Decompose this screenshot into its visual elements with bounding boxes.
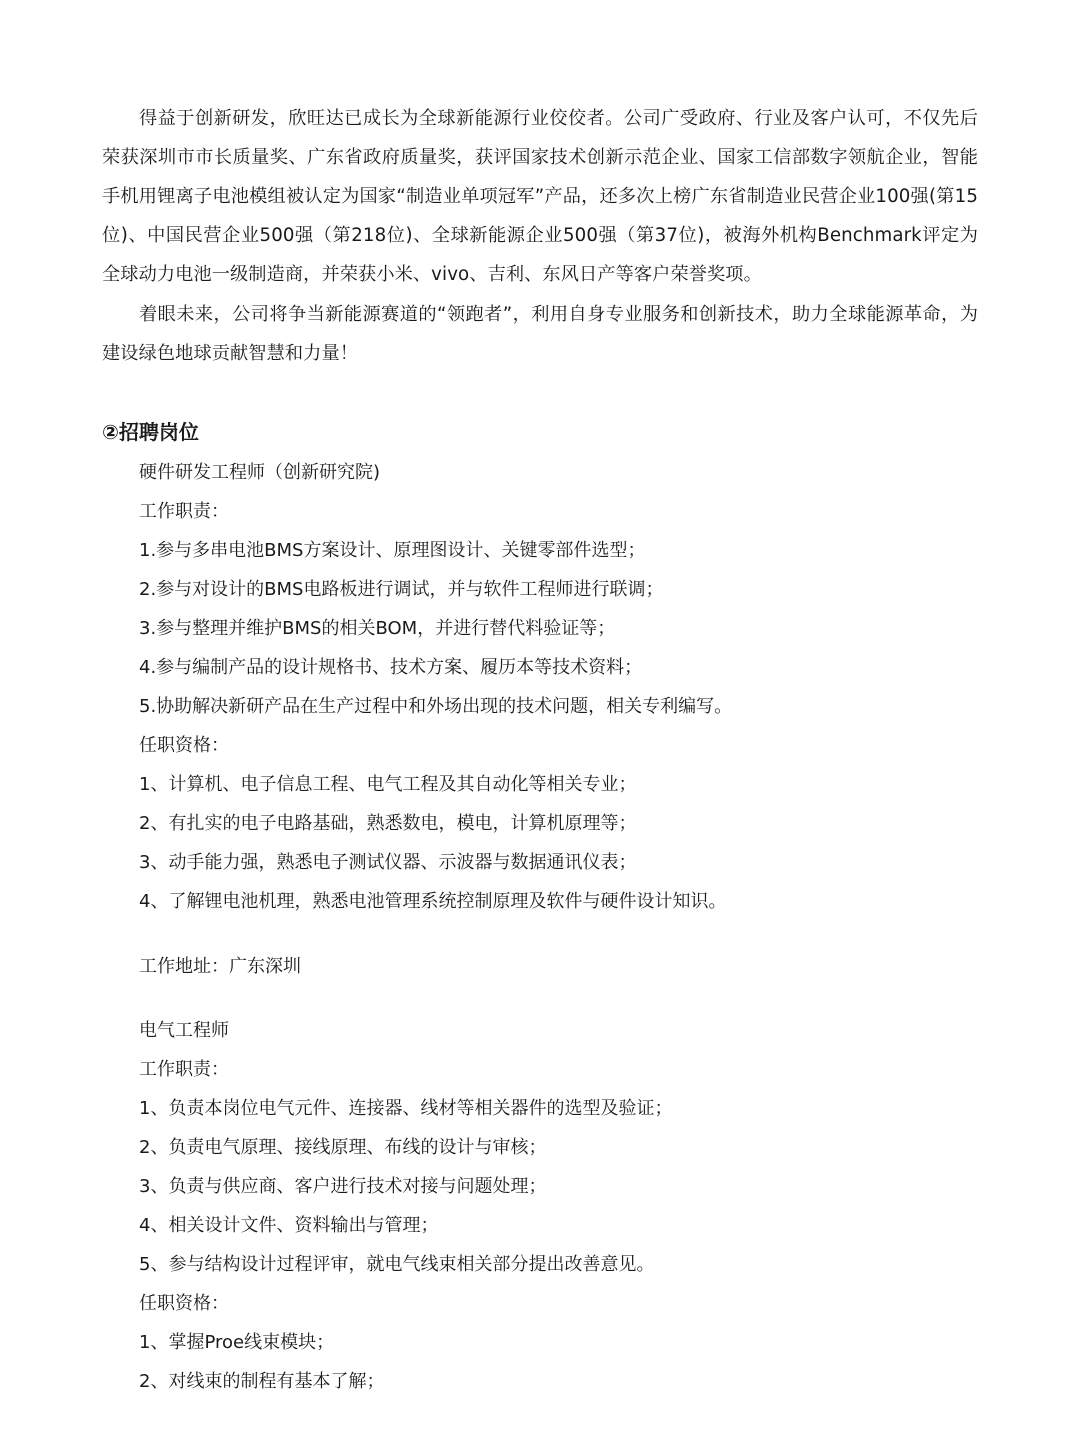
job2-qualifications-label: 任职资格： (139, 1293, 229, 1314)
job1-duties-label: 工作职责： (139, 501, 229, 522)
job1-duty-item: 5.协助解决新研产品在生产过程中和外场出现的技术问题，相关专利编写。 (139, 696, 733, 717)
job1-qualification-item: 1、计算机、电子信息工程、电气工程及其自动化等相关专业； (139, 774, 637, 795)
job-title-electrical-engineer: 电气工程师 (139, 1020, 229, 1041)
job1-duty-item: 3.参与整理并维护BMS的相关BOM，并进行替代料验证等； (139, 618, 616, 639)
intro-paragraph-1: 得益于创新研发，欣旺达已成长为全球新能源行业佼佼者。公司广受政府、行业及客户认可，不仅先后荣获深圳市市长质量奖、广东省政府质量奖，获评国家技术创新示范企业、国家工信部数字领航企业，智能手机用锂离子电池模组被认定为国家“制造业单项冠军”产品，还多次上榜广东省制造业民营企业100强(第15位)、中国民营企业500强（第218位)、全球新能源企业500强（第37位)，被海外机构Benchmark评定为全球动力电池一级制造商，并荣获小米、vivo、吉利、东风日产等客户荣誉奖项。 (102, 108, 978, 285)
job-title-hardware-engineer: 硬件研发工程师（创新研究院) (139, 462, 381, 483)
intro-paragraph-2: 着眼未来，公司将争当新能源赛道的“领跑者”，利用自身专业服务和创新技术，助力全球能源革命，为建设绿色地球贡献智慧和力量！ (102, 304, 978, 364)
job2-duty-item: 4、相关设计文件、资料输出与管理； (139, 1215, 439, 1236)
job1-duty-item: 1.参与多串电池BMS方案设计、原理图设计、关键零部件选型； (139, 540, 646, 561)
job2-qualification-item: 1、掌握Proe线束模块； (139, 1332, 335, 1353)
section-heading-positions: ②招聘岗位 (102, 420, 199, 444)
job2-duties-label: 工作职责： (139, 1059, 229, 1080)
job2-qualification-item: 2、对线束的制程有基本了解； (139, 1371, 385, 1392)
job2-duty-item: 2、负责电气原理、接线原理、布线的设计与审核； (139, 1137, 547, 1158)
job1-duty-item: 4.参与编制产品的设计规格书、技术方案、履历本等技术资料； (139, 657, 643, 678)
job2-duty-item: 5、参与结构设计过程评审，就电气线束相关部分提出改善意见。 (139, 1254, 655, 1275)
job1-duty-item: 2.参与对设计的BMS电路板进行调试，并与软件工程师进行联调； (139, 579, 664, 600)
job1-location: 工作地址：广东深圳 (139, 956, 301, 977)
job1-qualification-item: 4、了解锂电池机理，熟悉电池管理系统控制原理及软件与硬件设计知识。 (139, 891, 727, 912)
job2-duty-item: 1、负责本岗位电气元件、连接器、线材等相关器件的选型及验证； (139, 1098, 673, 1119)
job1-qualifications-label: 任职资格： (139, 735, 229, 756)
job1-qualification-item: 2、有扎实的电子电路基础，熟悉数电，模电，计算机原理等； (139, 813, 637, 834)
job2-duty-item: 3、负责与供应商、客户进行技术对接与问题处理； (139, 1176, 547, 1197)
job1-qualification-item: 3、动手能力强，熟悉电子测试仪器、示波器与数据通讯仪表； (139, 852, 637, 873)
